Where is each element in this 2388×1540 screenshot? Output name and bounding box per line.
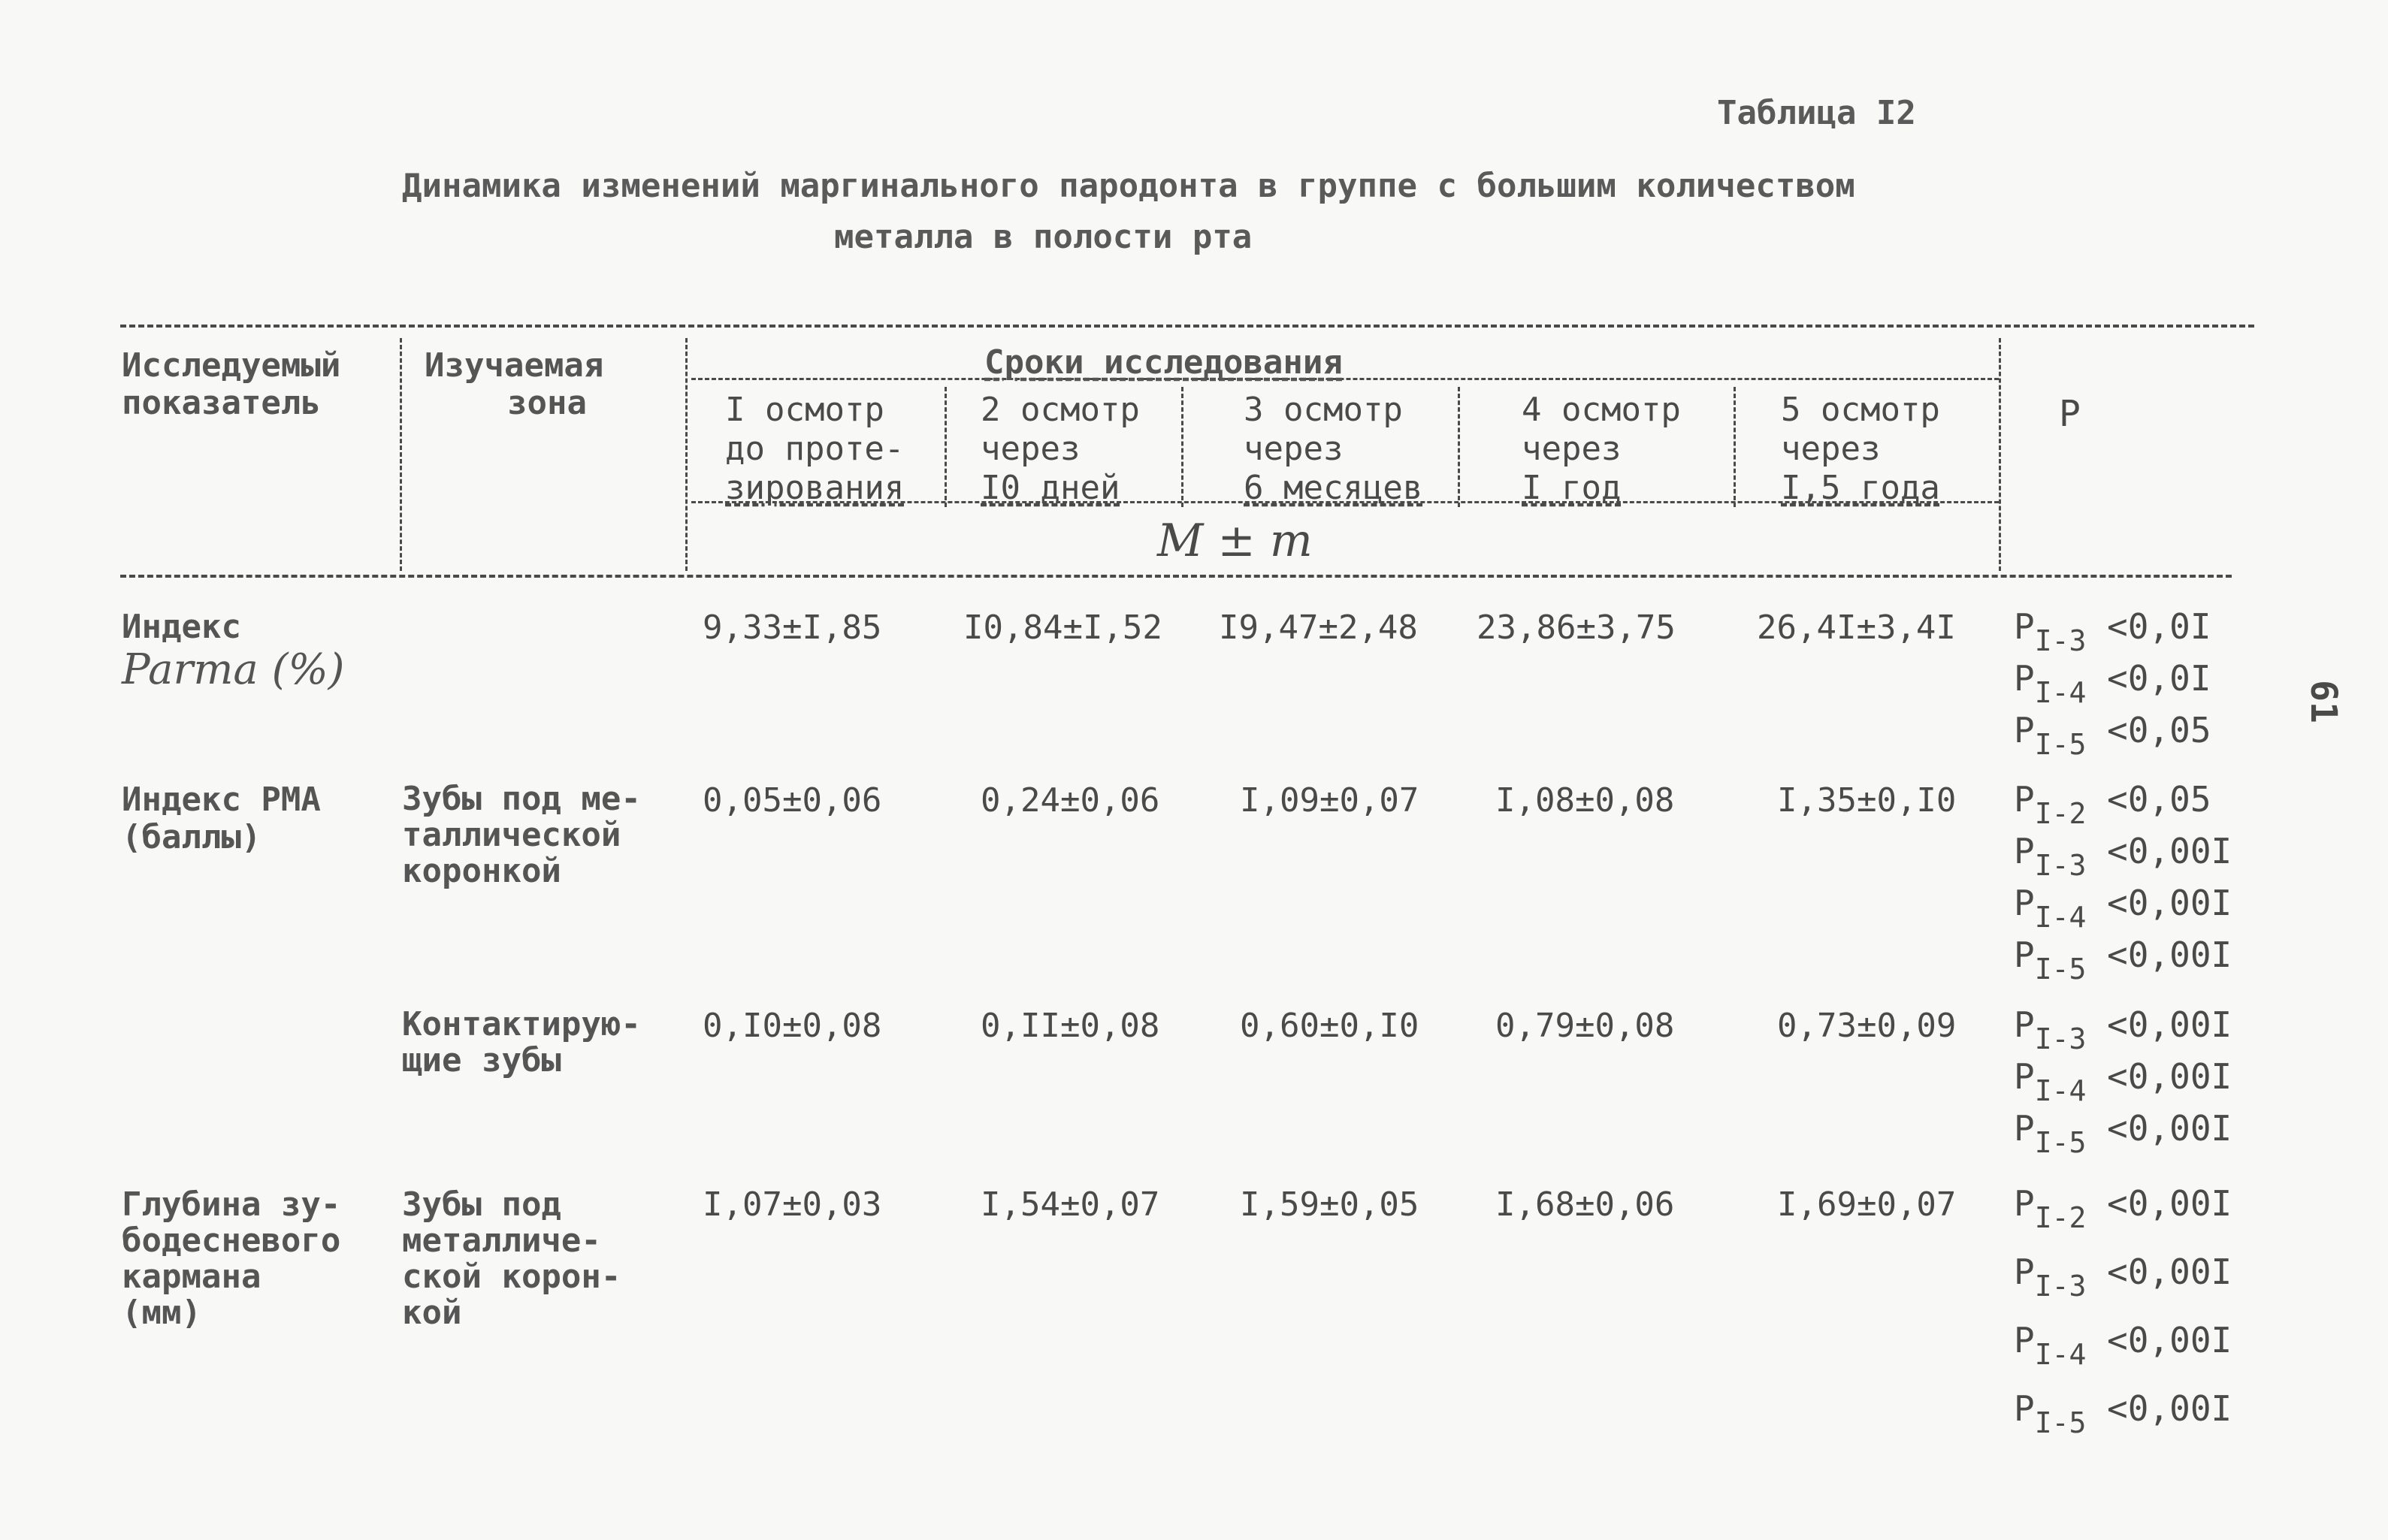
row2-value-1: 0,05±0,06 — [703, 781, 882, 820]
row1-value-5: 26,4I±3,4I — [1757, 608, 1956, 647]
row1-value-3: I9,47±2,48 — [1219, 608, 1418, 647]
periods-rule — [691, 378, 1999, 380]
header-p: P — [2059, 393, 2081, 435]
col-sep-4 — [1181, 387, 1183, 507]
header-indicator: Исследуемый показатель — [122, 346, 341, 422]
row3-value-1: 0,I0±0,08 — [703, 1007, 882, 1045]
row4-value-3: I,59±0,05 — [1240, 1185, 1419, 1224]
col-sep-2 — [685, 338, 688, 571]
row3-zone: Контактирую- щие зубы — [402, 1005, 641, 1080]
col-sep-1 — [400, 338, 402, 571]
row2-p-values: $P_{I-2} <0,05$ $P_{I-3} <0,00I$ $P_{I-4} <0,00I$ $P_{I-5} <0,00I$ — [2014, 779, 2232, 986]
row4-value-1: I,07±0,03 — [703, 1185, 882, 1224]
col-sep-7 — [1999, 338, 2001, 571]
row2-zone: Зубы под ме- таллической коронкой — [402, 780, 641, 890]
header-zone: Изучаемая зона — [425, 346, 604, 422]
row2-value-2: 0,24±0,06 — [981, 781, 1160, 820]
page-number: 61 — [2302, 680, 2344, 723]
row4-value-5: I,69±0,07 — [1777, 1185, 1957, 1224]
row1-p-values: $P_{I-3} <0,0I$ $P_{I-4} <0,0I$ $P_{I-5} <0,05$ — [2014, 606, 2211, 761]
row2-indicator: Индекс РМА (баллы) — [122, 781, 321, 856]
header-period-5: 5 осмотр через I,5 года — [1781, 391, 1940, 507]
table-label: Таблица I2 — [1717, 94, 1916, 132]
header-period-1: I осмотр до проте- зирования — [725, 391, 905, 507]
row3-value-5: 0,73±0,09 — [1777, 1007, 1957, 1045]
header-period-3: 3 осмотр через 6 месяцев — [1244, 391, 1423, 507]
row2-value-4: I,08±0,08 — [1495, 781, 1675, 820]
row4-value-2: I,54±0,07 — [981, 1185, 1160, 1224]
row3-p-values: $P_{I-3} <0,00I$ $P_{I-4} <0,00I$ $P_{I-5} <0,00I$ — [2014, 1004, 2232, 1159]
col-sep-5 — [1458, 387, 1460, 507]
row3-value-3: 0,60±0,I0 — [1240, 1007, 1419, 1045]
header-stat-label: M ± m — [1157, 515, 1313, 567]
header-period-4: 4 осмотр через I год — [1522, 391, 1681, 507]
row4-value-4: I,68±0,06 — [1495, 1185, 1675, 1224]
table-caption-line2: металла в полости рта — [834, 218, 1253, 256]
row3-value-2: 0,II±0,08 — [981, 1007, 1160, 1045]
row1-value-2: I0,84±I,52 — [963, 608, 1162, 647]
col-sep-6 — [1734, 387, 1736, 507]
row2-value-3: I,09±0,07 — [1240, 781, 1419, 820]
row2-value-5: I,35±0,I0 — [1777, 781, 1957, 820]
header-periods-title: Сроки исследования — [984, 343, 1343, 382]
header-bottom-rule — [120, 575, 2232, 578]
col-sep-3 — [945, 387, 947, 507]
row3-value-4: 0,79±0,08 — [1495, 1007, 1675, 1045]
header-period-2: 2 осмотр через I0 дней — [981, 391, 1140, 507]
table-caption-line1: Динамика изменений маргинального пародонта в группе с большим количеством — [402, 167, 1855, 205]
row1-value-4: 23,86±3,75 — [1477, 608, 1676, 647]
row1-value-1: 9,33±I,85 — [703, 608, 882, 647]
row4-indicator: Глубина зу- бодесневого кармана (мм) — [122, 1185, 341, 1332]
row4-zone: Зубы под металличе- ской корон- кой — [402, 1185, 621, 1332]
top-rule — [120, 325, 2254, 328]
row4-p-values: $P_{I-2} <0,00I$ $P_{I-3} <0,00I$ $P_{I-4} <0,00I$ $P_{I-5} <0,00I$ — [2014, 1183, 2232, 1439]
row1-indicator: Индекс Parma (%) — [122, 608, 345, 694]
